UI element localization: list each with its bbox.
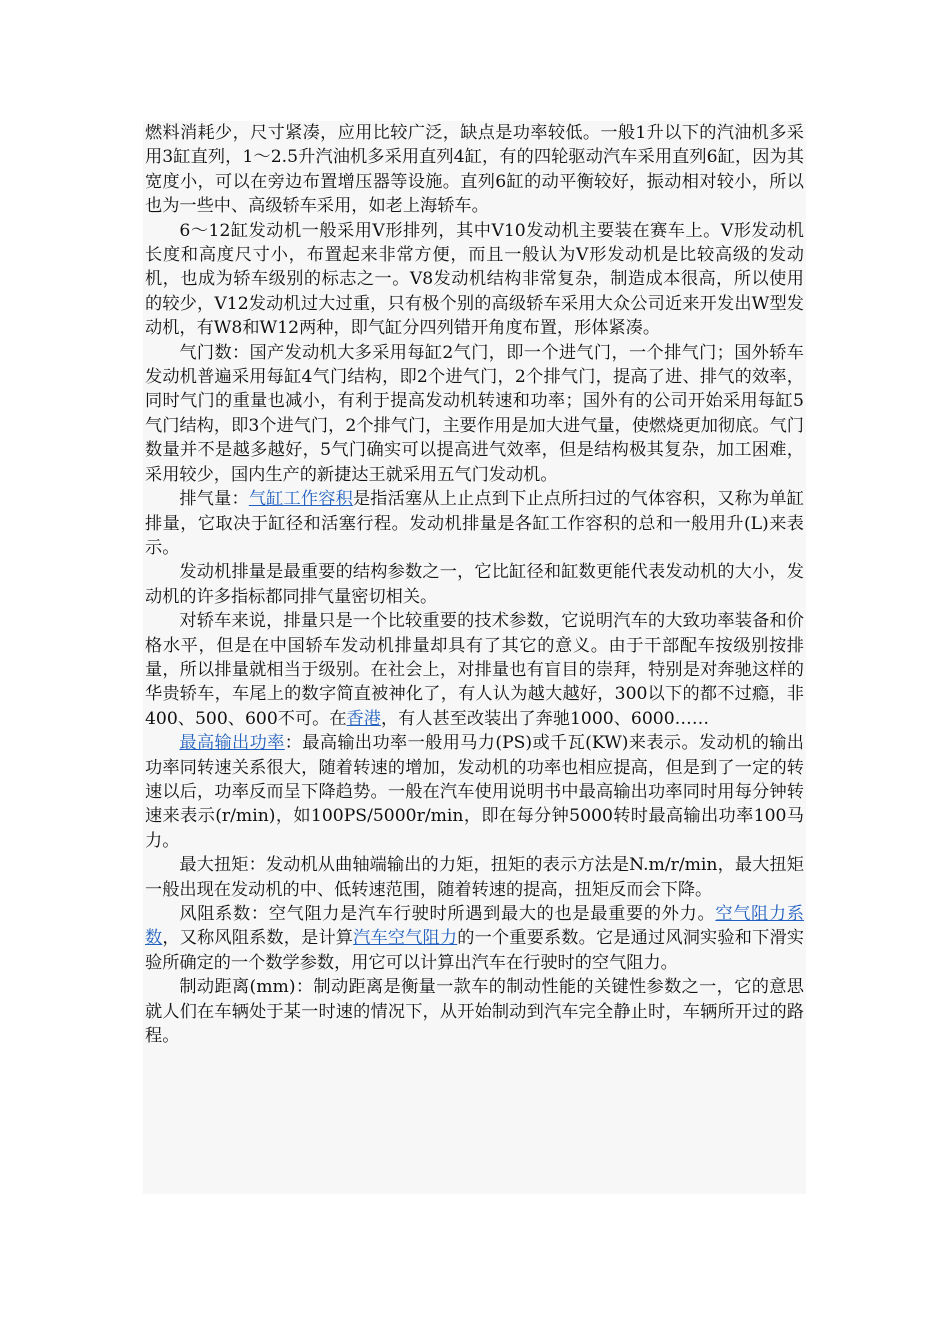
paragraph-text: 气门数：国产发动机大多采用每缸2气门，即一个进气门，一个排气门；国外轿车发动机普遍采用每缸4气门结构，即2个进气门，2个排气门，提高了进、排气的效率，同时气门的重量也减小，有利于提高发动机转速和功率；国外有的公司开始采用每缸5气门结构，即3个进气门，2个排气门，主要作用是加大进气量，使燃烧更加彻底。气门数量并不是越多越好，5气门确实可以提高进气效率，但是结构极其复杂，加工困难，采用较少，国内生产的新捷达王就采用五气门发动机。 [145, 342, 804, 485]
paragraph-text: ，有人甚至改装出了奔驰1000、6000…… [380, 708, 710, 729]
inline-link[interactable]: 最高输出功率 [179, 733, 285, 754]
article-body [143, 121, 806, 1194]
inline-link[interactable]: 气缸工作容积 [248, 489, 353, 510]
paragraph [145, 902, 804, 975]
paragraph [145, 121, 804, 219]
paragraph [145, 219, 804, 341]
paragraph-text: 风阻系数：空气阻力是汽车行驶时所遇到最大的也是最重要的外力。 [179, 904, 716, 924]
paragraph-text: 制动距离(mm)：制动距离是衡量一款车的制动性能的关键性参数之一，它的意思就人们在车辆处于某一时速的情况下，从开始制动到汽车完全静止时，车辆所开过的路程。 [145, 977, 804, 1047]
paragraph [145, 975, 804, 1048]
paragraph [145, 609, 804, 731]
inline-link[interactable]: 空气阻力系数 [145, 904, 804, 949]
paragraph-text: 燃料消耗少，尺寸紧凑，应用比较广泛，缺点是功率较低。一般1升以下的汽油机多采用3缸直列，1～2.5升汽油机多采用直列4缸，有的四轮驱动汽车采用直列6缸，因为其宽度小，可以在旁边布置增压器等设施。直列6缸的动平衡较好，振动相对较小，所以也为一些中、高级轿车采用，如老上海轿车。 [145, 123, 804, 217]
paragraph-text: ：最高输出功率一般用马力(PS)或千瓦(KW)来表示。发动机的输出功率同转速关系很大，随着转速的增加，发动机的功率也相应提高，但是到了一定的转速以后，功率反而呈下降趋势。一般在汽车使用说明书中最高输出功率同时用每分钟转速来表示(r/min)，如100PS/5000r/min，即在每分钟5000转时最高输出功率100马力。 [145, 733, 804, 851]
inline-link[interactable]: 汽车空气阻力 [353, 928, 458, 949]
paragraph-text: 排气量： [179, 489, 249, 510]
paragraph-text: 是指活塞从上止点到下止点所扫过的气体容积，又称为单缸排量，它取决于缸径和活塞行程。发动机排量是各缸工作容积的总和一般用升(L)来表示。 [145, 489, 804, 558]
paragraph-text: ，又称风阻系数，是计算 [162, 928, 354, 949]
paragraph [145, 560, 804, 609]
paragraph [145, 731, 804, 853]
inline-link[interactable]: 香港 [346, 708, 381, 729]
paragraph-text: 的一个重要系数。它是通过风洞实验和下滑实验所确定的一个数学参数，用它可以计算出汽车在行驶时的空气阻力。 [145, 928, 804, 973]
paragraph-text: 最大扭矩：发动机从曲轴端输出的力矩，扭矩的表示方法是N.m/r/min，最大扭矩一般出现在发动机的中、低转速范围，随着转速的提高，扭矩反而会下降。 [145, 855, 804, 900]
paragraph [145, 853, 804, 902]
paragraph [145, 341, 804, 487]
paragraph-text: 发动机排量是最重要的结构参数之一，它比缸径和缸数更能代表发动机的大小，发动机的许多指标都同排气量密切相关。 [145, 562, 804, 607]
paragraph-text: 对轿车来说，排量只是一个比较重要的技术参数，它说明汽车的大致功率装备和价格水平，但是在中国轿车发动机排量却具有了其它的意义。由于干部配车按级别按排量，所以排量就相当于级别。在社会上，对排量也有盲目的崇拜，特别是对奔驰这样的华贵轿车，车尾上的数字简直被神化了，有人认为越大越好，300以下的都不过瘾，非400、500、600不可。在 [145, 611, 804, 729]
paragraph-text: 6～12缸发动机一般采用V形排列，其中V10发动机主要装在赛车上。V形发动机长度和高度尺寸小，布置起来非常方便，而且一般认为V形发动机是比较高级的发动机，也成为轿车级别的标志之一。V8发动机结构非常复杂，制造成本很高，所以使用的较少，V12发动机过大过重，只有极个别的高级轿车采用大众公司近来开发出W型发动机，有W8和W12两种，即气缸分四列错开角度布置，形体紧凑。 [145, 220, 804, 339]
paragraph [145, 487, 804, 560]
